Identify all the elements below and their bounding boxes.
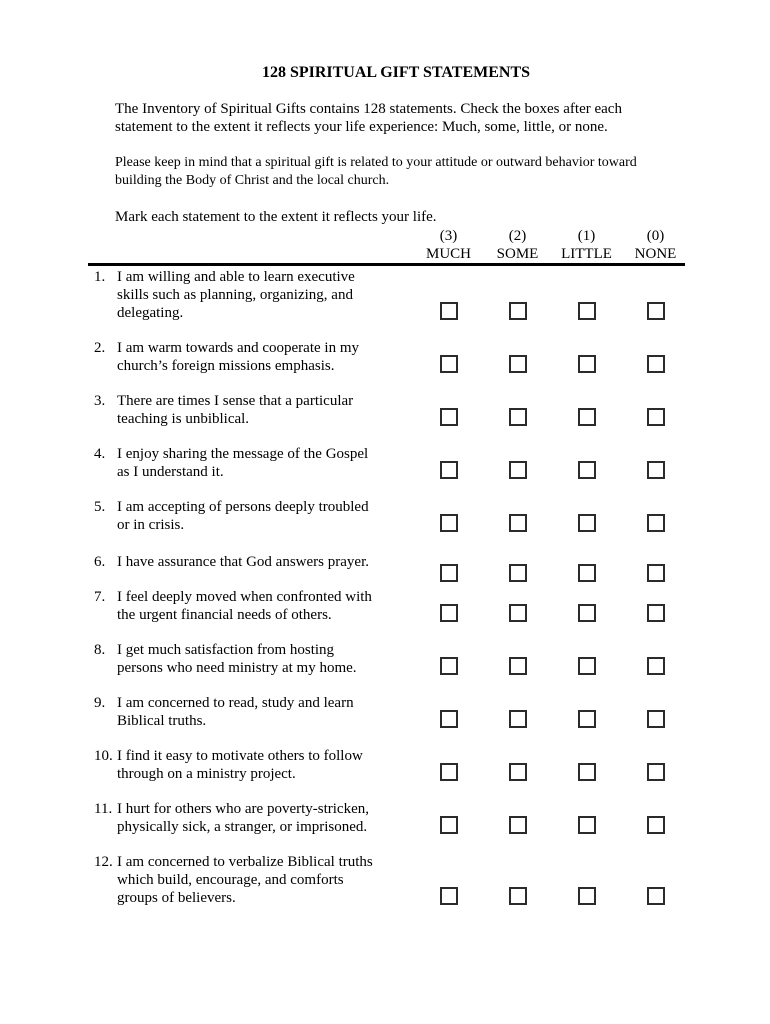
checkbox-some[interactable] bbox=[509, 408, 527, 426]
statement-row bbox=[94, 392, 770, 428]
checkbox-little[interactable] bbox=[578, 763, 596, 781]
checkbox-little[interactable] bbox=[578, 408, 596, 426]
statement bbox=[94, 800, 414, 836]
statement bbox=[94, 747, 414, 783]
statement-line: groups of believers. bbox=[117, 890, 236, 906]
rating-value: (1) bbox=[577, 228, 596, 244]
checkbox-some[interactable] bbox=[509, 816, 527, 834]
statement-number: 8. bbox=[94, 642, 106, 658]
statement-line: I hurt for others who are poverty-stricken, bbox=[117, 801, 369, 817]
checkbox-none[interactable] bbox=[647, 564, 665, 582]
statement-number: 4. bbox=[94, 446, 106, 462]
statement-number: 12. bbox=[94, 854, 113, 870]
checkbox-much[interactable] bbox=[440, 887, 458, 905]
checkbox-none[interactable] bbox=[647, 604, 665, 622]
statement-text bbox=[117, 498, 369, 534]
checkbox-little[interactable] bbox=[578, 657, 596, 675]
statement bbox=[94, 641, 414, 677]
checkbox-group bbox=[414, 564, 690, 584]
statement-line: I am accepting of persons deeply troubled bbox=[117, 499, 369, 515]
intro bbox=[0, 100, 770, 226]
statement-line: I am warm towards and cooperate in my bbox=[117, 340, 359, 356]
statement-line: the urgent financial needs of others. bbox=[117, 607, 332, 623]
rating-column-some bbox=[483, 227, 552, 263]
checkbox-none[interactable] bbox=[647, 408, 665, 426]
checkbox-little[interactable] bbox=[578, 302, 596, 320]
header-rule bbox=[88, 263, 685, 266]
page-title: 128 SPIRITUAL GIFT STATEMENTS bbox=[261, 64, 531, 81]
checkbox-none[interactable] bbox=[647, 887, 665, 905]
statement-line: or in crisis. bbox=[117, 517, 185, 533]
checkbox-little[interactable] bbox=[578, 816, 596, 834]
checkbox-much[interactable] bbox=[440, 564, 458, 582]
checkbox-none[interactable] bbox=[647, 355, 665, 373]
rating-label: SOME bbox=[496, 246, 539, 262]
statement-line: I enjoy sharing the message of the Gospel bbox=[117, 446, 369, 462]
statement-row bbox=[94, 694, 770, 730]
checkbox-little[interactable] bbox=[578, 461, 596, 479]
rating-column-little bbox=[552, 227, 621, 263]
statement-row bbox=[94, 551, 770, 571]
checkbox-group bbox=[414, 461, 690, 481]
statement bbox=[94, 553, 414, 571]
statement bbox=[94, 268, 414, 322]
checkbox-much[interactable] bbox=[440, 514, 458, 532]
statement-text bbox=[117, 747, 363, 783]
checkbox-much[interactable] bbox=[440, 461, 458, 479]
rating-column-none bbox=[621, 227, 690, 263]
intro-line: building the Body of Christ and the local church. bbox=[115, 173, 390, 188]
statement-row bbox=[94, 588, 770, 624]
checkbox-none[interactable] bbox=[647, 763, 665, 781]
statement-line: skills such as planning, organizing, and bbox=[117, 287, 353, 303]
statement-line: as I understand it. bbox=[117, 464, 224, 480]
statement-row bbox=[94, 445, 770, 481]
statement-text bbox=[117, 268, 355, 322]
checkbox-none[interactable] bbox=[647, 302, 665, 320]
statement bbox=[94, 498, 414, 534]
rating-label: MUCH bbox=[425, 246, 471, 262]
statement-line: delegating. bbox=[117, 305, 184, 321]
rating-label: NONE bbox=[634, 246, 677, 262]
rating-value: (0) bbox=[646, 228, 665, 244]
intro-line: The Inventory of Spiritual Gifts contains 128 statements. Check the boxes after each bbox=[115, 101, 622, 117]
checkbox-group bbox=[414, 302, 690, 322]
checkbox-group bbox=[414, 604, 690, 624]
checkbox-some[interactable] bbox=[509, 763, 527, 781]
checkbox-little[interactable] bbox=[578, 355, 596, 373]
intro-line: statement to the extent it reflects your life experience: Much, some, little, or none. bbox=[115, 119, 608, 135]
statement bbox=[94, 694, 414, 730]
checkbox-some[interactable] bbox=[509, 887, 527, 905]
checkbox-group bbox=[414, 710, 690, 730]
statement-number: 3. bbox=[94, 393, 106, 409]
intro-line: Mark each statement to the extent it reflects your life. bbox=[115, 209, 437, 225]
statement bbox=[94, 445, 414, 481]
checkbox-much[interactable] bbox=[440, 302, 458, 320]
checkbox-little[interactable] bbox=[578, 604, 596, 622]
statement-line: Biblical truths. bbox=[117, 713, 207, 729]
statement-number: 11. bbox=[94, 801, 113, 817]
statement-line: teaching is unbiblical. bbox=[117, 411, 250, 427]
statement-number: 2. bbox=[94, 340, 106, 356]
statement bbox=[94, 339, 414, 375]
statement-number: 10. bbox=[94, 748, 113, 764]
statement-text bbox=[117, 553, 369, 571]
statement-number: 9. bbox=[94, 695, 106, 711]
statement-text bbox=[117, 641, 357, 677]
statement-line: I get much satisfaction from hosting bbox=[117, 642, 335, 658]
checkbox-group bbox=[414, 816, 690, 836]
intro-paragraph bbox=[115, 154, 700, 190]
statement-text bbox=[117, 339, 359, 375]
intro-paragraph bbox=[115, 100, 700, 136]
statement-line: which build, encourage, and comforts bbox=[117, 872, 344, 888]
checkbox-group bbox=[414, 887, 690, 907]
statement-number: 7. bbox=[94, 589, 106, 605]
statement-text bbox=[117, 588, 372, 624]
statement-line: There are times I sense that a particular bbox=[117, 393, 354, 409]
intro-paragraph bbox=[115, 208, 700, 226]
checkbox-much[interactable] bbox=[440, 355, 458, 373]
statement-row bbox=[94, 268, 770, 322]
checkbox-none[interactable] bbox=[647, 657, 665, 675]
statement-text bbox=[117, 853, 373, 907]
checkbox-some[interactable] bbox=[509, 514, 527, 532]
statement-line: I find it easy to motivate others to follow bbox=[117, 748, 363, 764]
checkbox-some[interactable] bbox=[509, 710, 527, 728]
statement-text bbox=[117, 392, 353, 428]
checkbox-some[interactable] bbox=[509, 604, 527, 622]
statement-row bbox=[94, 339, 770, 375]
rating-value: (2) bbox=[508, 228, 527, 244]
statement-number: 5. bbox=[94, 499, 106, 515]
statement-text bbox=[117, 694, 354, 730]
statement-row bbox=[94, 747, 770, 783]
statement-number: 6. bbox=[94, 554, 106, 570]
checkbox-none[interactable] bbox=[647, 710, 665, 728]
statement-number: 1. bbox=[94, 269, 106, 285]
checkbox-none[interactable] bbox=[647, 816, 665, 834]
statement-line: I am concerned to read, study and learn bbox=[117, 695, 354, 711]
statement-row bbox=[94, 641, 770, 677]
statement bbox=[94, 392, 414, 428]
rating-value: (3) bbox=[439, 228, 458, 244]
checkbox-none[interactable] bbox=[647, 461, 665, 479]
checkbox-group bbox=[414, 355, 690, 375]
checkbox-little[interactable] bbox=[578, 514, 596, 532]
checkbox-group bbox=[414, 657, 690, 677]
statement bbox=[94, 853, 414, 907]
statement-row bbox=[94, 853, 770, 907]
statement-line: I am willing and able to learn executive bbox=[117, 269, 355, 285]
statement-line: through on a ministry project. bbox=[117, 766, 296, 782]
statement-text bbox=[117, 800, 369, 836]
checkbox-much[interactable] bbox=[440, 657, 458, 675]
statement-line: I feel deeply moved when confronted with bbox=[117, 589, 372, 605]
statement-text bbox=[117, 445, 368, 481]
statement-line: church’s foreign missions emphasis. bbox=[117, 358, 335, 374]
statement-list bbox=[0, 268, 770, 907]
statement-line: I have assurance that God answers prayer. bbox=[117, 554, 369, 570]
checkbox-group bbox=[414, 514, 690, 534]
checkbox-little[interactable] bbox=[578, 564, 596, 582]
checkbox-much[interactable] bbox=[440, 763, 458, 781]
checkbox-little[interactable] bbox=[578, 887, 596, 905]
checkbox-much[interactable] bbox=[440, 604, 458, 622]
checkbox-little[interactable] bbox=[578, 710, 596, 728]
checkbox-some[interactable] bbox=[509, 564, 527, 582]
checkbox-much[interactable] bbox=[440, 408, 458, 426]
checkbox-much[interactable] bbox=[440, 710, 458, 728]
statement-line: physically sick, a stranger, or imprisoned. bbox=[117, 819, 368, 835]
checkbox-group bbox=[414, 763, 690, 783]
checkbox-some[interactable] bbox=[509, 355, 527, 373]
statement-row bbox=[94, 498, 770, 534]
checkbox-some[interactable] bbox=[509, 461, 527, 479]
checkbox-some[interactable] bbox=[509, 657, 527, 675]
rating-column-much bbox=[414, 227, 483, 263]
rating-label: LITTLE bbox=[561, 246, 612, 262]
checkbox-some[interactable] bbox=[509, 302, 527, 320]
statement-row bbox=[94, 800, 770, 836]
statement bbox=[94, 588, 414, 624]
rating-scale-header bbox=[414, 227, 690, 263]
checkbox-much[interactable] bbox=[440, 816, 458, 834]
checkbox-none[interactable] bbox=[647, 514, 665, 532]
intro-line: Please keep in mind that a spiritual gift is related to your attitude or outward behavior toward bbox=[115, 155, 637, 170]
statement-line: I am concerned to verbalize Biblical truths bbox=[117, 854, 373, 870]
statement-line: persons who need ministry at my home. bbox=[117, 660, 357, 676]
checkbox-group bbox=[414, 408, 690, 428]
